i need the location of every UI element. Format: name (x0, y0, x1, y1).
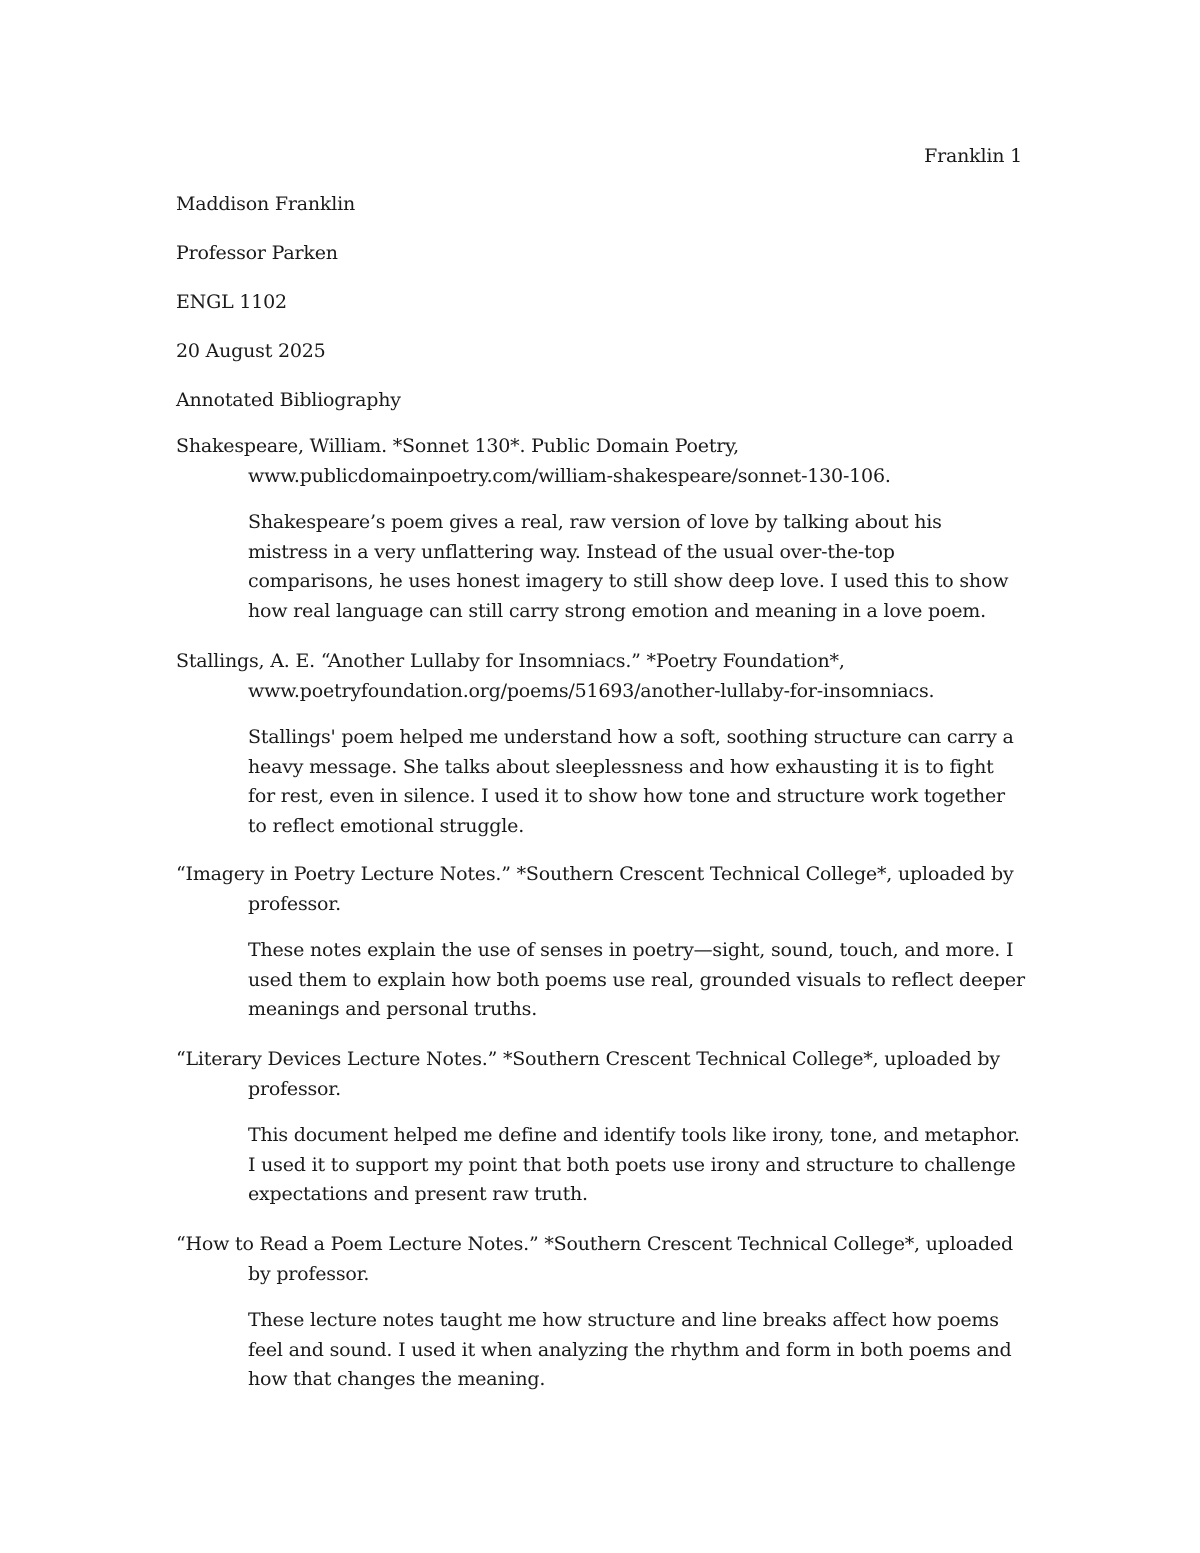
entry-citation: “How to Read a Poem Lecture Notes.” *Southern Crescent Technical College*, uploaded by professor. (176, 1233, 1013, 1285)
course-code: ENGL 1102 (176, 291, 287, 313)
bibliography-entry (176, 1045, 1026, 1210)
entry-citation: Shakespeare, William. *Sonnet 130*. Public Domain Poetry, www.publicdomainpoetry.com/william-shakespeare/sonnet-130-106. (176, 435, 891, 487)
entry-annotation: These lecture notes taught me how structure and line breaks affect how poems feel and sound. I used it when analyzing the rhythm and form in both poems and how that changes the meaning. (248, 1309, 1012, 1390)
entry-annotation: These notes explain the use of senses in poetry—sight, sound, touch, and more. I used them to explain how both poems use real, grounded visuals to reflect deeper meanings and personal truths. (248, 939, 1025, 1020)
page-header-number: Franklin 1 (924, 145, 1022, 167)
entry-citation: Stallings, A. E. “Another Lullaby for Insomniacs.” *Poetry Foundation*, www.poetryfoundation.org/poems/51693/another-lullaby-for-insomniacs. (176, 650, 935, 702)
entry-citation: “Imagery in Poetry Lecture Notes.” *Southern Crescent Technical College*, uploaded by professor. (176, 863, 1014, 915)
entry-citation: “Literary Devices Lecture Notes.” *Southern Crescent Technical College*, uploaded by professor. (176, 1048, 1000, 1100)
entry-annotation: Stallings' poem helped me understand how a soft, soothing structure can carry a heavy message. She talks about sleeplessness and how exhausting it is to fight for rest, even in silence. I used it to show how tone and structure work together to reflect emotional struggle. (248, 726, 1014, 837)
entry-annotation: This document helped me define and identify tools like irony, tone, and metaphor. I used it to support my point that both poets use irony and structure to challenge expectations and present raw truth. (248, 1124, 1020, 1205)
student-name: Maddison Franklin (176, 193, 355, 215)
bibliography-entry (176, 647, 1026, 841)
document-title: Annotated Bibliography (176, 389, 401, 411)
entry-annotation: Shakespeare’s poem gives a real, raw version of love by talking about his mistress in a very unflattering way. Instead of the usual over-the-top comparisons, he uses honest imagery to still show deep love. I used this to show how real language can still carry strong emotion and meaning in a love poem. (248, 511, 1009, 622)
bibliography-entry (176, 432, 1026, 626)
document-date: 20 August 2025 (176, 340, 326, 362)
bibliography-entry (176, 1230, 1026, 1395)
bibliography-entry (176, 860, 1026, 1025)
instructor-name: Professor Parken (176, 242, 338, 264)
